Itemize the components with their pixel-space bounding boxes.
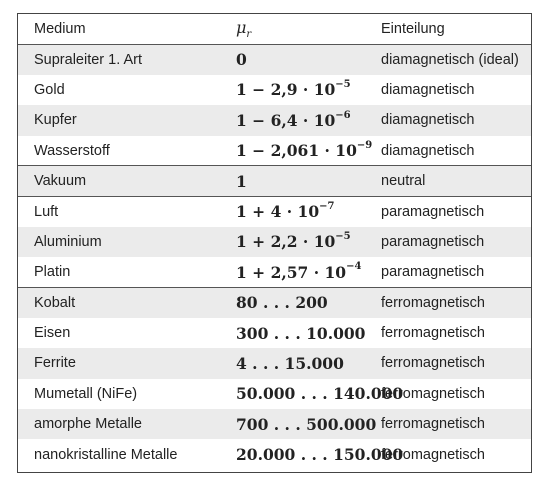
- cell-einteilung: diamagnetisch: [371, 105, 531, 135]
- mu-base: 50.000 . . . 140.000: [236, 384, 404, 404]
- cell-einteilung: ferromagnetisch: [381, 385, 485, 402]
- mu-symbol: μ: [236, 17, 247, 37]
- mu-base: 80 . . . 200: [236, 293, 328, 313]
- table-row: [18, 75, 531, 105]
- table-row: [18, 257, 531, 287]
- cell-mu: [214, 318, 371, 348]
- cell-einteilung: diamagnetisch: [381, 142, 475, 159]
- permeability-table-frame: [17, 13, 532, 473]
- header-einteilung: Einteilung: [371, 14, 531, 44]
- cell-mu: [214, 136, 371, 166]
- table-row: [18, 44, 531, 74]
- cell-medium: Vakuum: [18, 166, 214, 196]
- cell-medium: nanokristalline Metalle: [34, 446, 178, 463]
- cell-einteilung: ferromagnetisch: [381, 325, 485, 342]
- cell-einteilung: paramagnetisch: [371, 227, 531, 257]
- mu-exponent: −9: [356, 139, 373, 151]
- cell-mu: [214, 105, 371, 135]
- cell-einteilung: paramagnetisch: [371, 196, 531, 226]
- cell-mu: [214, 409, 377, 439]
- mu-base: 1 + 4 · 10: [236, 202, 320, 222]
- cell-mu: [214, 348, 371, 378]
- mu-base: 4 . . . 15.000: [236, 353, 344, 373]
- table-row: [18, 409, 531, 439]
- mu-base: 700 . . . 500.000: [236, 414, 377, 434]
- mu-base: 0: [236, 50, 247, 70]
- cell-einteilung: diamagnetisch (ideal): [371, 44, 531, 74]
- cell-medium: Gold: [34, 81, 65, 98]
- table-row: [18, 196, 531, 226]
- cell-einteilung: ferromagnetisch: [371, 348, 531, 378]
- mu-exponent: −7: [319, 201, 335, 213]
- cell-mu: [214, 227, 371, 257]
- table-row: [18, 136, 531, 166]
- table-row: [18, 318, 531, 348]
- cell-medium: amorphe Metalle: [18, 409, 214, 439]
- cell-medium: Eisen: [34, 325, 71, 342]
- header-permeability: [214, 14, 371, 44]
- cell-medium: Luft: [18, 196, 214, 226]
- mu-base: 1: [236, 171, 247, 191]
- cell-medium: Kobalt: [18, 288, 214, 318]
- cell-medium: Supraleiter 1. Art: [18, 44, 214, 74]
- cell-einteilung: paramagnetisch: [381, 264, 485, 281]
- mu-exponent: −5: [335, 231, 351, 243]
- cell-mu: [214, 44, 371, 74]
- table-row: [18, 348, 531, 378]
- mu-base: 20.000 . . . 150.000: [236, 445, 404, 465]
- cell-mu: [214, 75, 371, 105]
- header-row: [18, 14, 531, 44]
- cell-einteilung: diamagnetisch: [381, 81, 475, 98]
- table-row: [18, 288, 531, 318]
- cell-medium: Ferrite: [18, 348, 214, 378]
- cell-medium: Wasserstoff: [34, 142, 110, 159]
- table-row: [18, 379, 531, 409]
- cell-mu: [214, 439, 404, 469]
- mu-base: 300 . . . 10.000: [236, 323, 366, 343]
- mu-base: 1 − 2,061 · 10: [236, 141, 357, 160]
- mu-base: 1 + 2,2 · 10: [236, 232, 336, 252]
- cell-medium: Mumetall (NiFe): [34, 385, 138, 402]
- cell-mu: [214, 288, 371, 318]
- cell-einteilung: ferromagnetisch: [371, 288, 531, 318]
- cell-medium: Platin: [34, 264, 71, 281]
- header-medium: Medium: [18, 14, 214, 44]
- cell-einteilung: neutral: [371, 166, 531, 196]
- cell-mu: [214, 379, 404, 409]
- cell-mu: [214, 166, 371, 196]
- cell-mu: [214, 196, 371, 226]
- table-row: [18, 227, 531, 257]
- cell-einteilung: ferromagnetisch: [371, 409, 531, 439]
- mu-base: 1 − 2,9 · 10: [236, 80, 336, 100]
- table-row: [18, 166, 531, 196]
- table-row: [18, 439, 531, 469]
- permeability-table: [18, 14, 531, 470]
- mu-subscript: r: [246, 29, 252, 41]
- table-row: [18, 105, 531, 135]
- mu-base: 1 + 2,57 · 10: [236, 262, 347, 282]
- cell-mu: [214, 257, 371, 287]
- cell-medium: Aluminium: [18, 227, 214, 257]
- mu-exponent: −6: [335, 109, 351, 121]
- mu-base: 1 − 6,4 · 10: [236, 110, 336, 130]
- cell-medium: Kupfer: [18, 105, 214, 135]
- mu-exponent: −5: [335, 79, 351, 91]
- mu-exponent: −4: [346, 261, 362, 273]
- cell-einteilung: ferromagnetisch: [381, 446, 485, 463]
